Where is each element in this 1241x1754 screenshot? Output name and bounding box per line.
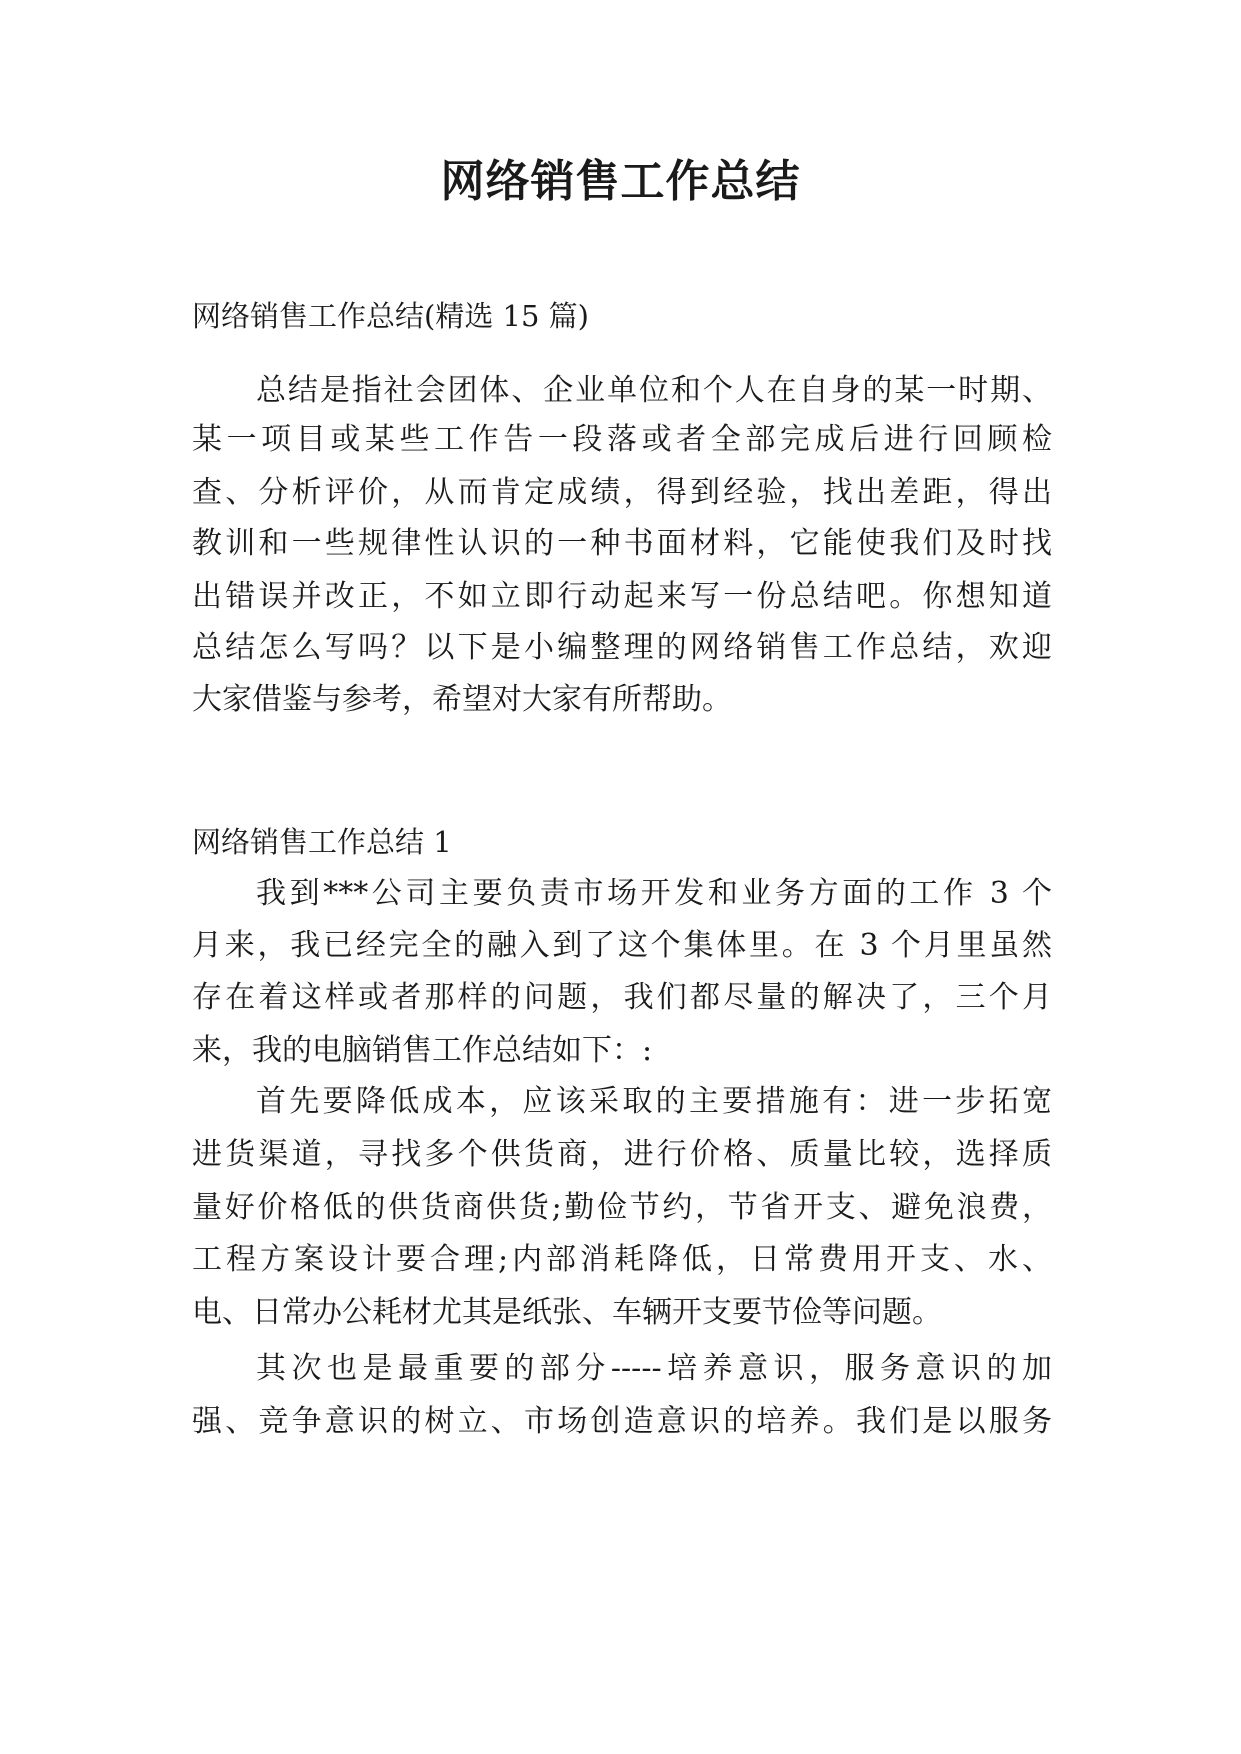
- intro-line: 查、分析评价，从而肯定成绩，得到经验，找出差距，得出: [192, 475, 1052, 510]
- intro-line: 总结是指社会团体、企业单位和个人在自身的某一时期、: [256, 373, 1052, 408]
- paragraph-line: 进货渠道，寻找多个供货商，进行价格、质量比较，选择质: [192, 1137, 1052, 1172]
- paragraph-line: 工程方案设计要合理;内部消耗降低，日常费用开支、水、: [192, 1242, 1052, 1277]
- paragraph-line: 首先要降低成本，应该采取的主要措施有：进一步拓宽: [256, 1084, 1052, 1119]
- paragraph-line: 月来，我已经完全的融入到了这个集体里。在 3 个月里虽然: [192, 928, 1052, 963]
- intro-line: 教训和一些规律性认识的一种书面材料，它能使我们及时找: [192, 526, 1052, 561]
- paragraph-line: 存在着这样或者那样的问题，我们都尽量的解决了，三个月: [192, 980, 1052, 1015]
- intro-line: 总结怎么写吗？以下是小编整理的网络销售工作总结，欢迎: [192, 630, 1052, 665]
- paragraph-line: 电、日常办公耗材尤其是纸张、车辆开支要节俭等问题。: [192, 1295, 942, 1330]
- paragraph-line: 其次也是最重要的部分-----培养意识，服务意识的加: [256, 1351, 1052, 1386]
- document-title: 网络销售工作总结: [440, 156, 801, 207]
- intro-line: 大家借鉴与参考，希望对大家有所帮助。: [192, 682, 732, 717]
- intro-line: 某一项目或某些工作告一段落或者全部完成后进行回顾检: [192, 422, 1052, 457]
- section-1-heading: 网络销售工作总结 1: [192, 825, 452, 859]
- paragraph-line: 我到***公司主要负责市场开发和业务方面的工作 3 个: [256, 876, 1052, 911]
- paragraph-line: 强、竞争意识的树立、市场创造意识的培养。我们是以服务: [192, 1404, 1052, 1439]
- paragraph-line: 量好价格低的供货商供货;勤俭节约，节省开支、避免浪费，: [192, 1190, 1052, 1225]
- intro-line: 出错误并改正，不如立即行动起来写一份总结吧。你想知道: [192, 579, 1052, 614]
- paragraph-line: 来，我的电脑销售工作总结如下：:: [192, 1033, 653, 1068]
- document-subtitle: 网络销售工作总结(精选 15 篇): [192, 299, 589, 333]
